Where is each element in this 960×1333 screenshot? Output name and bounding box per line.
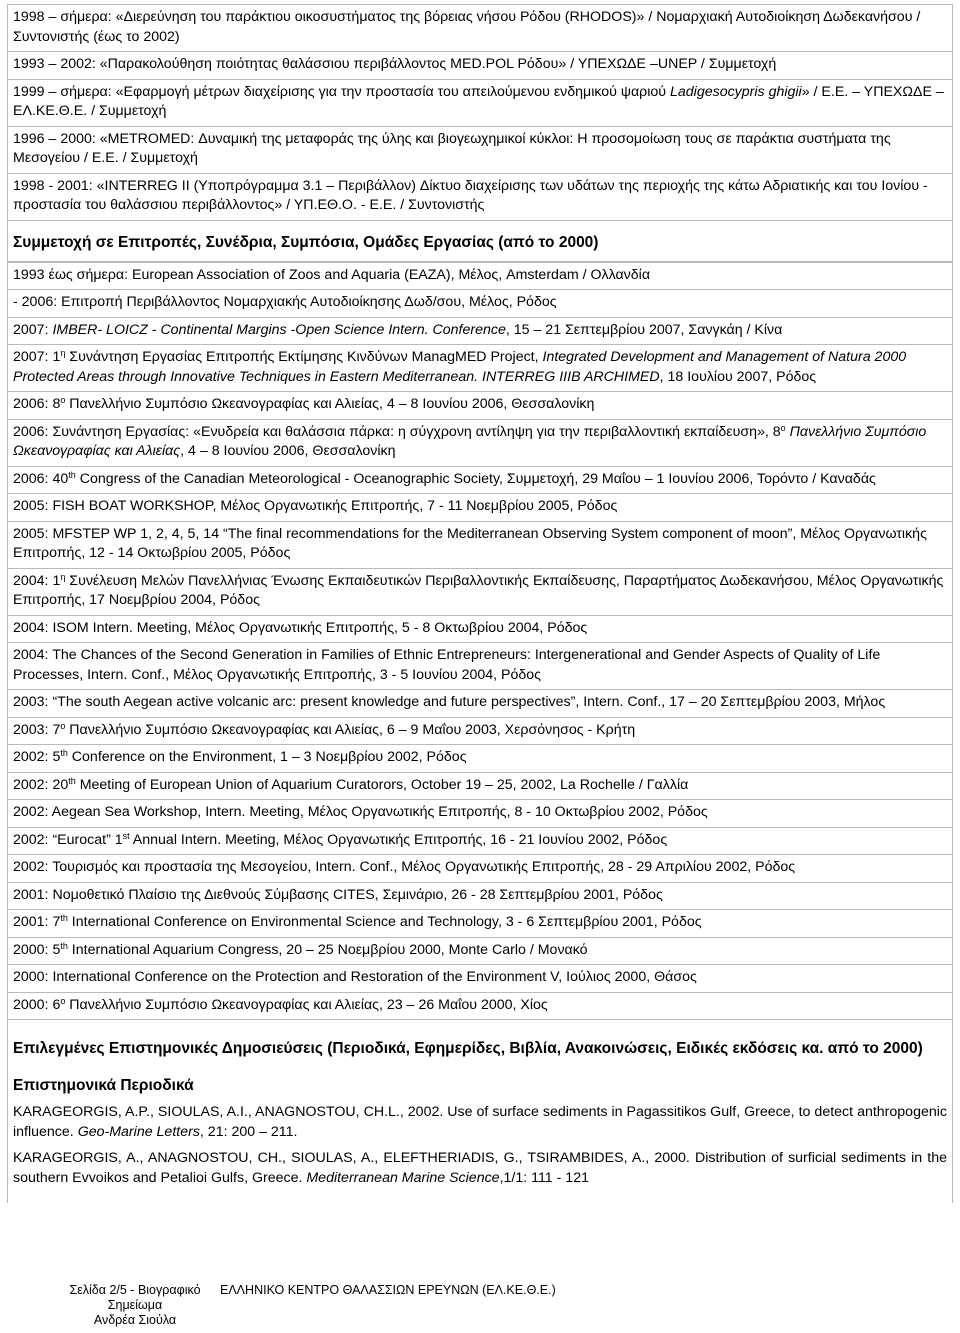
- footer-organization: ΕΛΛΗΝΙΚΟ ΚΕΝΤΡΟ ΘΑΛΑΣΣΙΩΝ ΕΡΕΥΝΩΝ (ΕΛ.ΚΕ.Θ.Ε.): [220, 1283, 556, 1297]
- table-row: [8, 5, 953, 52]
- participation-entry: 2002: 5th Conference on the Environment, 1 – 3 Νοεμβρίου 2002, Ρόδος: [8, 745, 953, 773]
- participation-entry: 2005: FISH BOAT WORKSHOP, Μέλος Οργανωτικής Επιτροπής, 7 - 11 Νοεμβρίου 2005, Ρόδος: [8, 494, 953, 522]
- table-row: [8, 800, 953, 828]
- footer-page-line: Σελίδα 2/5 - Βιογραφικό: [69, 1283, 201, 1297]
- table-row: [8, 772, 953, 800]
- table-row: [8, 643, 953, 690]
- cv-page: [7, 4, 953, 1203]
- table-row: [8, 419, 953, 466]
- participation-entry: 2006: $8^o$ Πανελλήνιο Συμπόσιο Ωκεανογραφίας και Αλιείας, 4 – 8 Ιουνίου 2006, Θεσσαλονίκη: [8, 392, 953, 420]
- table-row: [8, 173, 953, 220]
- table-row: [8, 965, 953, 993]
- section-spacer: [7, 1020, 953, 1034]
- table-row: [8, 290, 953, 318]
- table-row: [8, 317, 953, 345]
- participation-entry: 2002: “Eurocat” 1st Annual Intern. Meeting, Μέλος Οργανωτικής Επιτροπής, 16 - 21 Ιουνίου 2002, Ρόδος: [8, 827, 953, 855]
- table-row: [8, 521, 953, 568]
- participation-entry: 2003: $7^o$ Πανελλήνιο Συμπόσιο Ωκεανογραφίας και Αλιείας, 6 – 9 Μαΐου 2003, Χερσόνησος - Κρήτη: [8, 717, 953, 745]
- table-row: [8, 345, 953, 392]
- project-entry: 1998 – σήμερα: «Διερεύνηση του παράκτιου οικοσυστήματος της βόρειας νήσου Ρόδου (RHODOS)» / Νομαρχιακή Αυτοδιοίκηση Δωδεκανήσου / Συντονιστής (έως το 2002): [8, 5, 953, 52]
- table-row: [8, 882, 953, 910]
- footer-page-line: Ανδρέα Σιούλα: [93, 1313, 177, 1327]
- table-row: [8, 745, 953, 773]
- table-row: [8, 615, 953, 643]
- participation-entry: 2002: Aegean Sea Workshop, Intern. Meeting, Μέλος Οργανωτικής Επιτροπής, 8 - 10 Οκτωβρίου 2002, Ρόδος: [8, 800, 953, 828]
- project-entry: 1996 – 2000: «METROMED: Δυναμική της μεταφοράς της ύλης και βιογεωχημικοί κύκλοι: Η προσομοίωση τους σε παράκτια συστήματα της Μεσογείου / Ε.Ε. / Συμμετοχή: [8, 126, 953, 173]
- table-row: [8, 466, 953, 494]
- table-row: [8, 126, 953, 173]
- publications-block: [7, 1034, 953, 1203]
- participation-entry: 2004: $1^\eta$ Συνέλευση Μελών Πανελλήνιας Ένωσης Εκπαιδευτικών Περιβαλλοντικής Εκπαίδευσης, Παραρτήματος Δωδεκανήσου, Μέλος Οργανωτικής Επιτροπής, 17 Νοεμβρίου 2004, Ρόδος: [8, 568, 953, 615]
- projects-table-body: [8, 5, 953, 221]
- table-row: [8, 392, 953, 420]
- project-entry: 1993 – 2002: «Παρακολούθηση ποιότητας θαλάσσιου περιβάλλοντος MED.POL Ρόδου» / ΥΠΕΧΩΔΕ –UNEP / Συμμετοχή: [8, 52, 953, 80]
- participation-entry: 2001: Νομοθετικό Πλαίσιο της Διεθνούς Σύμβασης CITES, Σεμινάριο, 26 - 28 Σεπτεμβρίου 2001, Ρόδος: [8, 882, 953, 910]
- participation-entry: 2004: ISOM Intern. Meeting, Μέλος Οργανωτικής Επιτροπής, 5 - 8 Οκτωβρίου 2004, Ρόδος: [8, 615, 953, 643]
- participation-entry: 2002: 20th Meeting of European Union of Aquarium Curatorors, October 19 – 25, 2002, La Rochelle / Γαλλία: [8, 772, 953, 800]
- participation-table: [7, 262, 953, 1021]
- journals-heading: Επιστημονικά Περιοδικά: [13, 1077, 194, 1094]
- table-row: [8, 262, 953, 290]
- table-row: [8, 690, 953, 718]
- publications-heading: Επιλεγμένες Επιστημονικές Δημοσιεύσεις (Περιοδικά, Εφημερίδες, Βιβλία, Ανακοινώσεις, Ειδικές εκδόσεις κα. από το 2000): [13, 1040, 923, 1057]
- participation-heading: Συμμετοχή σε Επιτροπές, Συνέδρια, Συμπόσια, Ομάδες Εργασίας (από το 2000): [7, 221, 953, 262]
- table-row: [8, 717, 953, 745]
- journal-entry: KARAGEORGIS, A.P., SIOULAS, A.I., ANAGNOSTOU, CH.L., 2002. Use of surface sediments in Pagassitikos Gulf, Greece, to detect anthropogenic influence. Geo-Marine Letters, 21: 200 – 211.: [13, 1104, 947, 1140]
- participation-entry: - 2006: Επιτροπή Περιβάλλοντος Νομαρχιακής Αυτοδιοίκησης Δωδ/σου, Μέλος, Ρόδος: [8, 290, 953, 318]
- participation-entry: 2003: “The south Aegean active volcanic arc: present knowledge and future perspectives”, Intern. Conf., 17 – 20 Σεπτεμβρίου 2003, Μήλος: [8, 690, 953, 718]
- participation-entry: 1993 έως σήμερα: European Association of Zoos and Aquaria (EAZA), Μέλος, Amsterdam / Ολλανδία: [8, 262, 953, 290]
- project-entry: 1999 – σήμερα: «Εφαρμογή μέτρων διαχείρισης για την προστασία του απειλούμενου ενδημικού ψαριού Ladigesocypris ghigii» / Ε.Ε. – ΥΠΕΧΩΔΕ – ΕΛ.ΚΕ.Θ.Ε. / Συμμετοχή: [8, 79, 953, 126]
- participation-entry: 2006: 40th Congress of the Canadian Meteorological - Oceanographic Society, Συμμετοχή, 29 Μαΐου – 1 Ιουνίου 2006, Τορόντο / Καναδάς: [8, 466, 953, 494]
- participation-entry: 2000: $6^o$ Πανελλήνιο Συμπόσιο Ωκεανογραφίας και Αλιείας, 23 – 26 Μαΐου 2000, Χίος: [8, 992, 953, 1020]
- footer-page-info: [65, 1283, 205, 1328]
- table-row: [8, 79, 953, 126]
- table-row: [8, 568, 953, 615]
- participation-entry: 2006: Συνάντηση Εργασίας: «Ενυδρεία και θαλάσσια πάρκα: η σύγχρονη αντίληψη για την περιβαλλοντική εκπαίδευση», $8^o$ Πανελλήνιο Συμπόσιο Ωκεανογραφίας και Αλιείας, 4 – 8 Ιουνίου 2006, Θεσσαλονίκη: [8, 419, 953, 466]
- projects-table: [7, 4, 953, 221]
- table-row: [8, 910, 953, 938]
- table-row: [8, 992, 953, 1020]
- participation-entry: 2001: 7th International Conference on Environmental Science and Technology, 3 - 6 Σεπτεμβρίου 2001, Ρόδος: [8, 910, 953, 938]
- participation-table-body: [8, 262, 953, 1020]
- participation-entry: 2005: MFSTEP WP 1, 2, 4, 5, 14 “The final recommendations for the Mediterranean Observing System component of moon”, Μέλος Οργανωτικής Επιτροπής, 12 - 14 Οκτωβρίου 2005, Ρόδος: [8, 521, 953, 568]
- participation-entry: 2002: Τουρισμός και προστασία της Μεσογείου, Intern. Conf., Μέλος Οργανωτικής Επιτροπής, 28 - 29 Απριλίου 2002, Ρόδος: [8, 855, 953, 883]
- table-row: [8, 937, 953, 965]
- project-entry: 1998 - 2001: «INTERREG II (Υποπρόγραμμα 3.1 – Περιβάλλον) Δίκτυο διαχείρισης των υδάτων της περιοχής της κάτω Αδριατικής και του Ιονίου - προστασία του θαλάσσιου περιβάλλοντος» / ΥΠ.ΕΘ.Ο. - Ε.Ε. / Συντονιστής: [8, 173, 953, 220]
- table-row: [8, 827, 953, 855]
- participation-entry: 2007: $1^\eta$ Συνάντηση Εργασίας Επιτροπής Εκτίμησης Κινδύνων ManagMED Project, Integrated Development and Management of Natura 2000 Protected Areas through Innovative Techniques in Eastern Mediterranean. INTERREG IIIB ARCHIMED, 18 Ιουλίου 2007, Ρόδος: [8, 345, 953, 392]
- footer-page-line: Σημείωμα: [107, 1298, 163, 1312]
- participation-entry: 2007: IMBER- LOICZ - Continental Margins -Open Science Intern. Conference, 15 – 21 Σεπτεμβρίου 2007, Σανγκάη / Κίνα: [8, 317, 953, 345]
- table-row: [8, 855, 953, 883]
- participation-entry: 2000: International Conference on the Protection and Restoration of the Environment V, Ιούλιος 2000, Θάσος: [8, 965, 953, 993]
- participation-entry: 2000: 5th International Aquarium Congress, 20 – 25 Νοεμβρίου 2000, Monte Carlo / Μονακό: [8, 937, 953, 965]
- table-row: [8, 494, 953, 522]
- journal-entry: KARAGEORGIS, A., ANAGNOSTOU, CH., SIOULAS, A., ELEFTHERIADIS, G., TSIRAMBIDES, A., 2000. Distribution of surficial sediments in the southern Evvoikos and Petalioi Gulfs, Greece. Mediterranean Marine Science,1/1: 111 - 121: [13, 1150, 947, 1186]
- table-row: [8, 52, 953, 80]
- participation-entry: 2004: The Chances of the Second Generation in Families of Ethnic Entrepreneurs: Intergenerational and Gender Aspects of Quality of Life Processes, Intern. Conf., Μέλος Οργανωτικής Επιτροπής, 3 - 5 Ιουνίου 2004, Ρόδος: [8, 643, 953, 690]
